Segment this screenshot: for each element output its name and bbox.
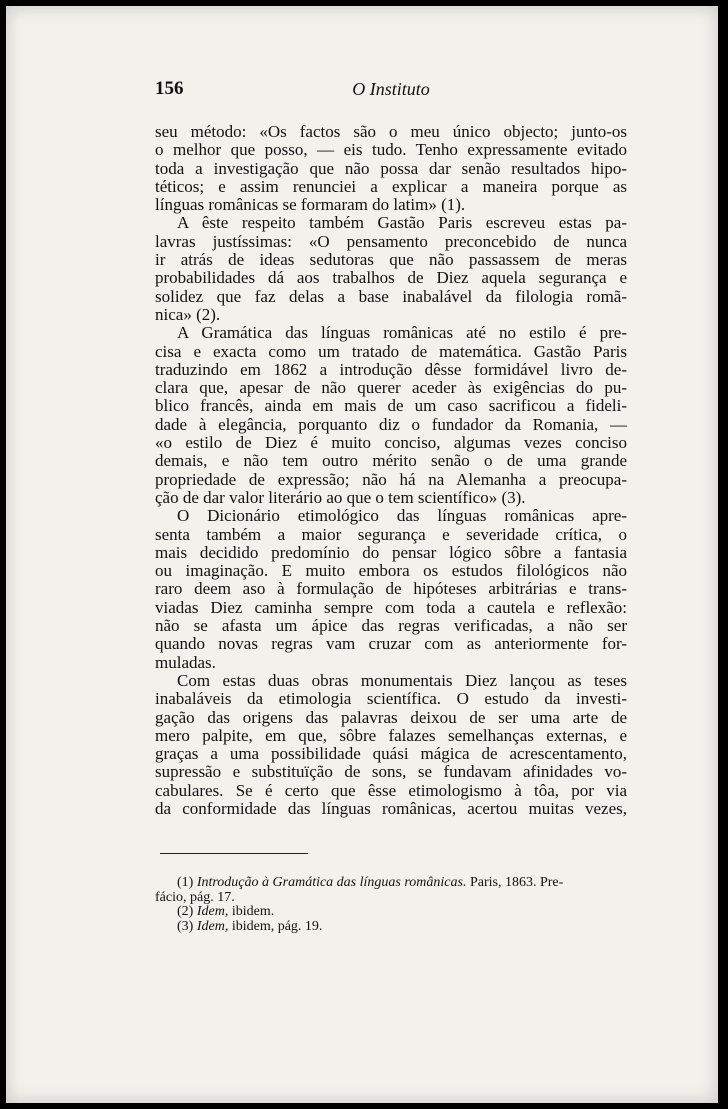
text-line: ção de dar valor literário ao que o tem scientífico» (3). — [155, 487, 526, 507]
text-line: raro deem aso à formulação de hipóteses arbitrárias e trans- — [155, 579, 627, 599]
text-line: A êste respeito também Gastão Paris escreveu estas pa- — [177, 213, 627, 233]
text-line: senta também a maior segurança e severidade crítica, o — [155, 524, 627, 544]
footnote-text: ibidem, pág. 19. — [231, 918, 323, 934]
body-text — [155, 123, 627, 818]
text-line: probabilidades dá aos trabalhos de Diez aquela segurança e — [155, 268, 627, 288]
text-line: muladas. — [155, 652, 216, 672]
paragraph — [155, 324, 627, 507]
footnotes — [155, 876, 627, 934]
text-line: cisa e exacta como um tratado de matemática. Gastão Paris — [155, 341, 627, 361]
footnote-divider — [160, 853, 308, 854]
text-line: seu método: «Os factos são o meu único objecto; junto-os — [155, 122, 627, 141]
footnote-2 — [155, 905, 627, 920]
text-line: blico francês, ainda em mais de um caso sacrificou a fideli- — [155, 396, 627, 416]
text-line: quando novas regras vam cruzar com as anteriormente for- — [155, 634, 627, 654]
footnote-1-continuation: fácio, pág. 17. — [155, 889, 235, 905]
text-line: «o estilo de Diez é muito conciso, algumas vezes conciso — [155, 433, 627, 453]
text-line: o melhor que posso, — eis tudo. Tenho expressamente evitado — [155, 140, 627, 160]
text-line: ou imaginação. E muito embora os estudos filológicos não — [155, 561, 627, 581]
text-line: cabulares. Se é certo que êsse etimologismo à tôa, por via — [155, 780, 627, 800]
text-line: mero palpite, em que, sôbre falazes semelhanças externas, e — [155, 725, 627, 745]
text-line: demais, e não tem outro mérito senão o de uma grande — [155, 451, 627, 471]
text-line: toda a investigação que não possa dar senão resultados hipo- — [155, 158, 627, 178]
text-line: viadas Diez caminha sempre com toda a cautela e reflexão: — [155, 597, 627, 617]
text-line: da conformidade das línguas românicas, acertou muitas vezes, — [155, 798, 627, 818]
text-line: ir atrás de ideas sedutoras que não passassem de meras — [155, 250, 627, 270]
text-line: inabaláveis da etimologia scientífica. O estudo da investi- — [155, 689, 627, 709]
text-line: solidez que faz delas a base inabalável da filologia romã- — [155, 286, 627, 306]
footnote-marker: (1) — [177, 875, 194, 890]
text-line: não se afasta um ápice das regras verificadas, a não ser — [155, 616, 627, 636]
footnote-text: ibidem. — [231, 904, 275, 919]
text-line: Com estas duas obras monumentais Diez lançou as teses — [177, 670, 627, 690]
text-line: propriedade de expressão; não há na Alemanha a preocupa- — [155, 469, 627, 489]
text-line: traduzindo em 1862 a introdução dêsse formidável livro de- — [155, 359, 627, 379]
footnote-text: Paris, 1863. Pre- — [469, 875, 564, 890]
footnote-marker: (2) — [177, 904, 194, 919]
footnote-title: Idem, — [196, 918, 229, 934]
paragraph — [155, 214, 627, 324]
text-line: graças a uma possibilidade quási mágica de acrescentamento, — [155, 744, 627, 764]
text-line: lavras justíssimas: «O pensamento preconcebido de nunca — [155, 231, 627, 251]
text-line: nica» (2). — [155, 304, 221, 324]
text-line: gação das origens das palavras deixou de ser uma arte de — [155, 707, 627, 727]
paragraph — [155, 123, 627, 214]
footnote-1 — [155, 876, 627, 891]
page-number: 156 — [155, 78, 184, 99]
footnote-marker: (3) — [177, 918, 194, 934]
text-line: téticos; e assim renunciei a explicar a maneira porque as — [155, 176, 627, 196]
footnote-3 — [155, 920, 627, 935]
text-line: A Gramática das línguas românicas até no estilo é pre- — [177, 323, 627, 343]
text-line: dade à elegância, porquanto diz o fundador da Romania, — — [155, 414, 627, 434]
text-line: mais decidido predomínio do pensar lógico sôbre a fantasia — [155, 542, 627, 562]
text-line: supressão e substituïção de sons, se fundavam afinidades vo- — [155, 762, 627, 782]
page-header — [155, 78, 627, 108]
footnote-title: Introdução à Gramática das línguas românicas. — [196, 875, 467, 890]
text-line: línguas românicas se formaram do latim» (1). — [155, 195, 466, 215]
text-line: O Dicionário etimológico das línguas românicas apre- — [177, 506, 627, 526]
footnote-title: Idem, — [196, 904, 229, 919]
text-line: clara que, apesar de não querer aceder às exigências do pu- — [155, 378, 627, 398]
paragraph — [155, 672, 627, 818]
running-title: O Instituto — [352, 79, 430, 99]
paragraph — [155, 507, 627, 672]
